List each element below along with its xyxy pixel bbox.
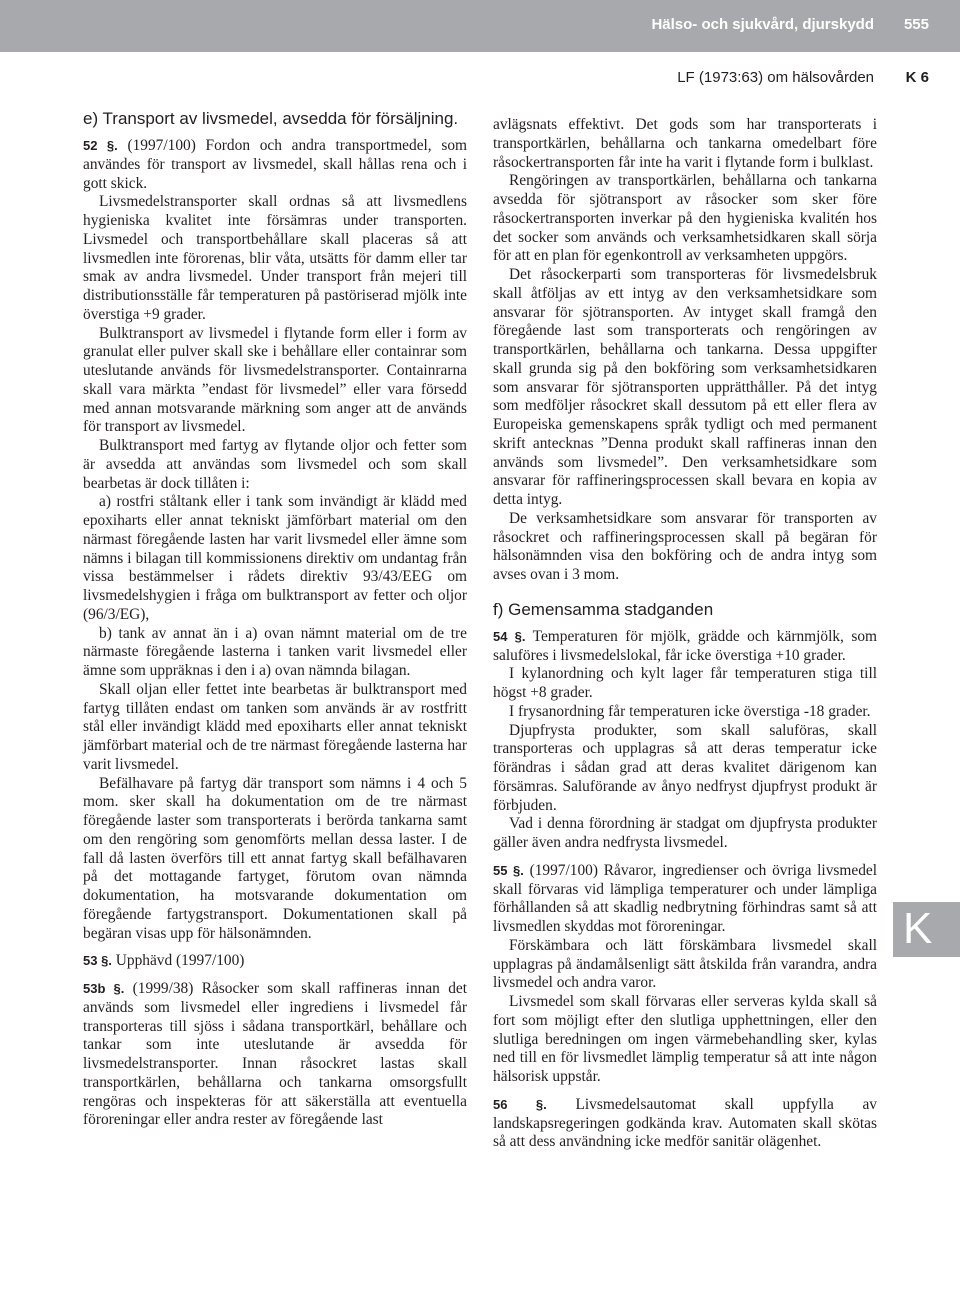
chapter-label: K 6 (905, 69, 929, 86)
section-53b-number: 53b §. (83, 981, 125, 996)
heading-e: e) Transport av livsmedel, avsedda för försäljning. (83, 109, 459, 128)
section-title: Hälso- och sjukvård, djurskydd (651, 16, 874, 33)
section-52-text: (1997/100) Fordon och andra transportmedel, som användes för transport av livsmedel, skall hållas rena och i gott skick. (83, 137, 467, 192)
paragraph: avlägsnats effektivt. Det gods som har transporterats i transportkärlen, behållarna och tankarna omedelbart före råsockertransporten får inte ha varit i flytande form i bulklast. (493, 116, 877, 171)
page-number: 555 (903, 16, 929, 33)
section-53 (83, 952, 467, 971)
running-head: LF (1973:63) om hälsovården (677, 69, 874, 86)
paragraph: Skall oljan eller fettet inte bearbetas är bulktransport med fartyg tillåten endast om tanken som används är av rostfritt stål eller invändigt klädd med epoxiharts eller annat tekniskt jämförbart material och de tre närmast föregående lasterna har varit livsmedel. (83, 680, 467, 773)
paragraph: Befälhavare på fartyg där transport som nämns i 4 och 5 mom. sker skall ha dokumentation om de tre närmast föregående laster som transporterats i berörda tankarna samt om den rengöring som genomförts mellan dessa laster. I de fall då lasten överförs till ett annat fartyg skall befälhavaren på det mottagande fartyget, förutom ovan nämnda dokumentation, ha motsvarande dokumentation om föregående fartygstransport. Dokumentationen skall på begäran visas upp för hälsonämnden. (83, 774, 467, 942)
section-52-number: 52 §. (83, 138, 118, 153)
section-53b-text: (1999/38) Råsocker som skall raffineras innan det används som livsmedel eller ingrediens i livsmedel får transporteras till sjöss i sådana transportkärl, behållare och tankar som inte uteslutande är avsedda för livsmedelstransporter. Innan råsockret lastas skall transportkärlen, behållarna och tankarna omsorgsfullt rengöras och inspekteras för att säkerställa att eventuella föroreningar eller andra rester av föregående last (83, 980, 467, 1129)
section-55 (493, 862, 877, 937)
paragraph: b) tank av annat än i a) ovan nämnt material om de tre närmaste föregående lasterna i tanken varit livsmedel eller ämne som uppräknas i den i a) ovan nämnda bilagan. (83, 624, 467, 679)
paragraph: Förskämbara och lätt förskämbara livsmedel skall upplagras på ändamålsenligt sätt åtskilda från varandra, andra livsmedel och andra varor. (493, 936, 877, 992)
side-tab-letter: K (903, 904, 933, 953)
paragraph: Rengöringen av transportkärlen, behållarna och tankarna avsedda för sjötransport av råsocker som sker före råsockertransporten inverkar på den hygieniska kvalitén hos det socker som används och verksamhetsidkaren skall sörja för att en plan för egenkontroll av verksamheten uppgörs. (493, 172, 877, 265)
top-header-bar (0, 0, 960, 52)
paragraph: Livsmedelstransporter skall ordnas så att livsmedlens hygieniska kvalitet inte försämras under transporten. Livsmedel och transportbehållare skall placeras så att livsmedlen inte förorenas, blir våta, utsätts för damm eller tar smak av andra livsmedel. Under transport från mejeri till distributionsställe får temperaturen på pastöriserad mjölk inte överstiga +9 grader. (83, 193, 467, 323)
paragraph: Djupfrysta produkter, som skall saluföras, skall transporteras och upplagras så att deras temperatur icke förändras i sådan grad att deras kvalitet därigenom kan försämras. Saluförande av ånyo nedfryst djupfryst produkt är förbjuden. (493, 721, 877, 814)
section-55-text: (1997/100) Råvaror, ingredienser och övriga livsmedel skall förvaras vid lämpliga temperaturer och under lämpliga förhållanden så att skadlig nedbrytning förhindras samt så att livsmedlen skyddas mot föroreningar. (493, 861, 877, 935)
section-53-text: Upphävd (1997/100) (111, 952, 245, 970)
section-55-number: 55 §. (493, 862, 524, 878)
paragraph: Det råsockerparti som transporteras för livsmedelsbruk skall åtföljas av ett intyg av den verksamhetsidkare som ansvarar för sjötransporten. Av intyget skall framgå den föregående last som transporterats och rengöringen av transportkärlen, behållarna och tankarna. Dessa uppgifter skall grunda sig på den bokföring som verksamhetsidkaren som ansvarar för sjötransporten upprätthåller. På det intyg som medföljer råsockret skall dessutom på ett eller flera av Europeiska gemenskapens språk tydligt och med permanent skrift antecknas ”Denna produkt skall raffineras innan den används som livsmedel”. Den verksamhetsidkare som ansvarar för raffineringsprocessen skall bevara en kopia av detta intyg. (493, 266, 877, 508)
paragraph: Vad i denna förordning är stadgat om djupfrysta produkter gäller även andra nedfrysta livsmedel. (493, 815, 877, 851)
right-column (493, 116, 877, 1152)
section-53b (83, 980, 467, 1130)
paragraph: I frysanordning får temperaturen icke överstiga -18 grader. (509, 702, 871, 720)
section-54-number: 54 §. (493, 628, 526, 644)
paragraph: Livsmedel som skall förvaras eller serveras kylda skall så fort som möjligt efter den slutliga upphettningen, eller den slutliga beredningen om ingen värmebehandling sker, kylas ned till en för livsmedlet lämplig temperatur så att inte någon hälsorisk uppstår. (493, 993, 877, 1085)
chapter-side-tab (893, 902, 960, 957)
section-56-number: 56 §. (493, 1096, 547, 1112)
section-54-text: Temperaturen för mjölk, grädde och kärnmjölk, som saluföres i livsmedelslokal, får icke överstiga +10 grader. (493, 627, 877, 664)
left-column (83, 108, 467, 1130)
section-56 (493, 1096, 877, 1152)
section-54 (493, 628, 877, 666)
heading-f: f) Gemensamma stadganden (493, 599, 714, 619)
paragraph: Bulktransport av livsmedel i flytande form eller i form av granulat eller pulver skall ske i behållare eller containrar som uteslutande används för livsmedelstransporter. Containrarna skall vara märkta ”endast för livsmedel” eller vara försedd med annan motsvarande märkning som anger att de används för transport av livsmedel. (83, 324, 467, 436)
paragraph: I kylanordning och kylt lager får temperaturen stiga till högst +8 grader. (493, 665, 877, 701)
section-56-text: Livsmedelsautomat skall uppfylla av landskapsregeringen godkända krav. Automaten skall skötas så att dess användning icke medför sanitär olägenhet. (493, 1095, 878, 1151)
section-52 (83, 137, 467, 193)
section-53-number: 53 §. (83, 953, 112, 969)
paragraph: a) rostfri ståltank eller i tank som invändigt är klädd med epoxiharts eller annat tekniskt jämförbart material om den närmast föregående lasten har varit livsmedel eller ämne som nämns i bilagan till kommissionens direktiv om undantag från vissa bestämmelser i rådets direktiv 93/43/EEG om livsmedelshygien i fråga om bulktransport av fetter och oljor (96/3/EG), (83, 493, 467, 623)
paragraph: Bulktransport med fartyg av flytande oljor och fetter som är avsedda att användas som livsmedel och som skall bearbetas är dock tillåten i: (83, 437, 467, 492)
paragraph: De verksamhetsidkare som ansvarar för transporten av råsockret och raffineringsprocessen skall på begäran för hälsonämnden visa den bokföring och de andra intyg som avses ovan i 3 mom. (493, 509, 877, 583)
